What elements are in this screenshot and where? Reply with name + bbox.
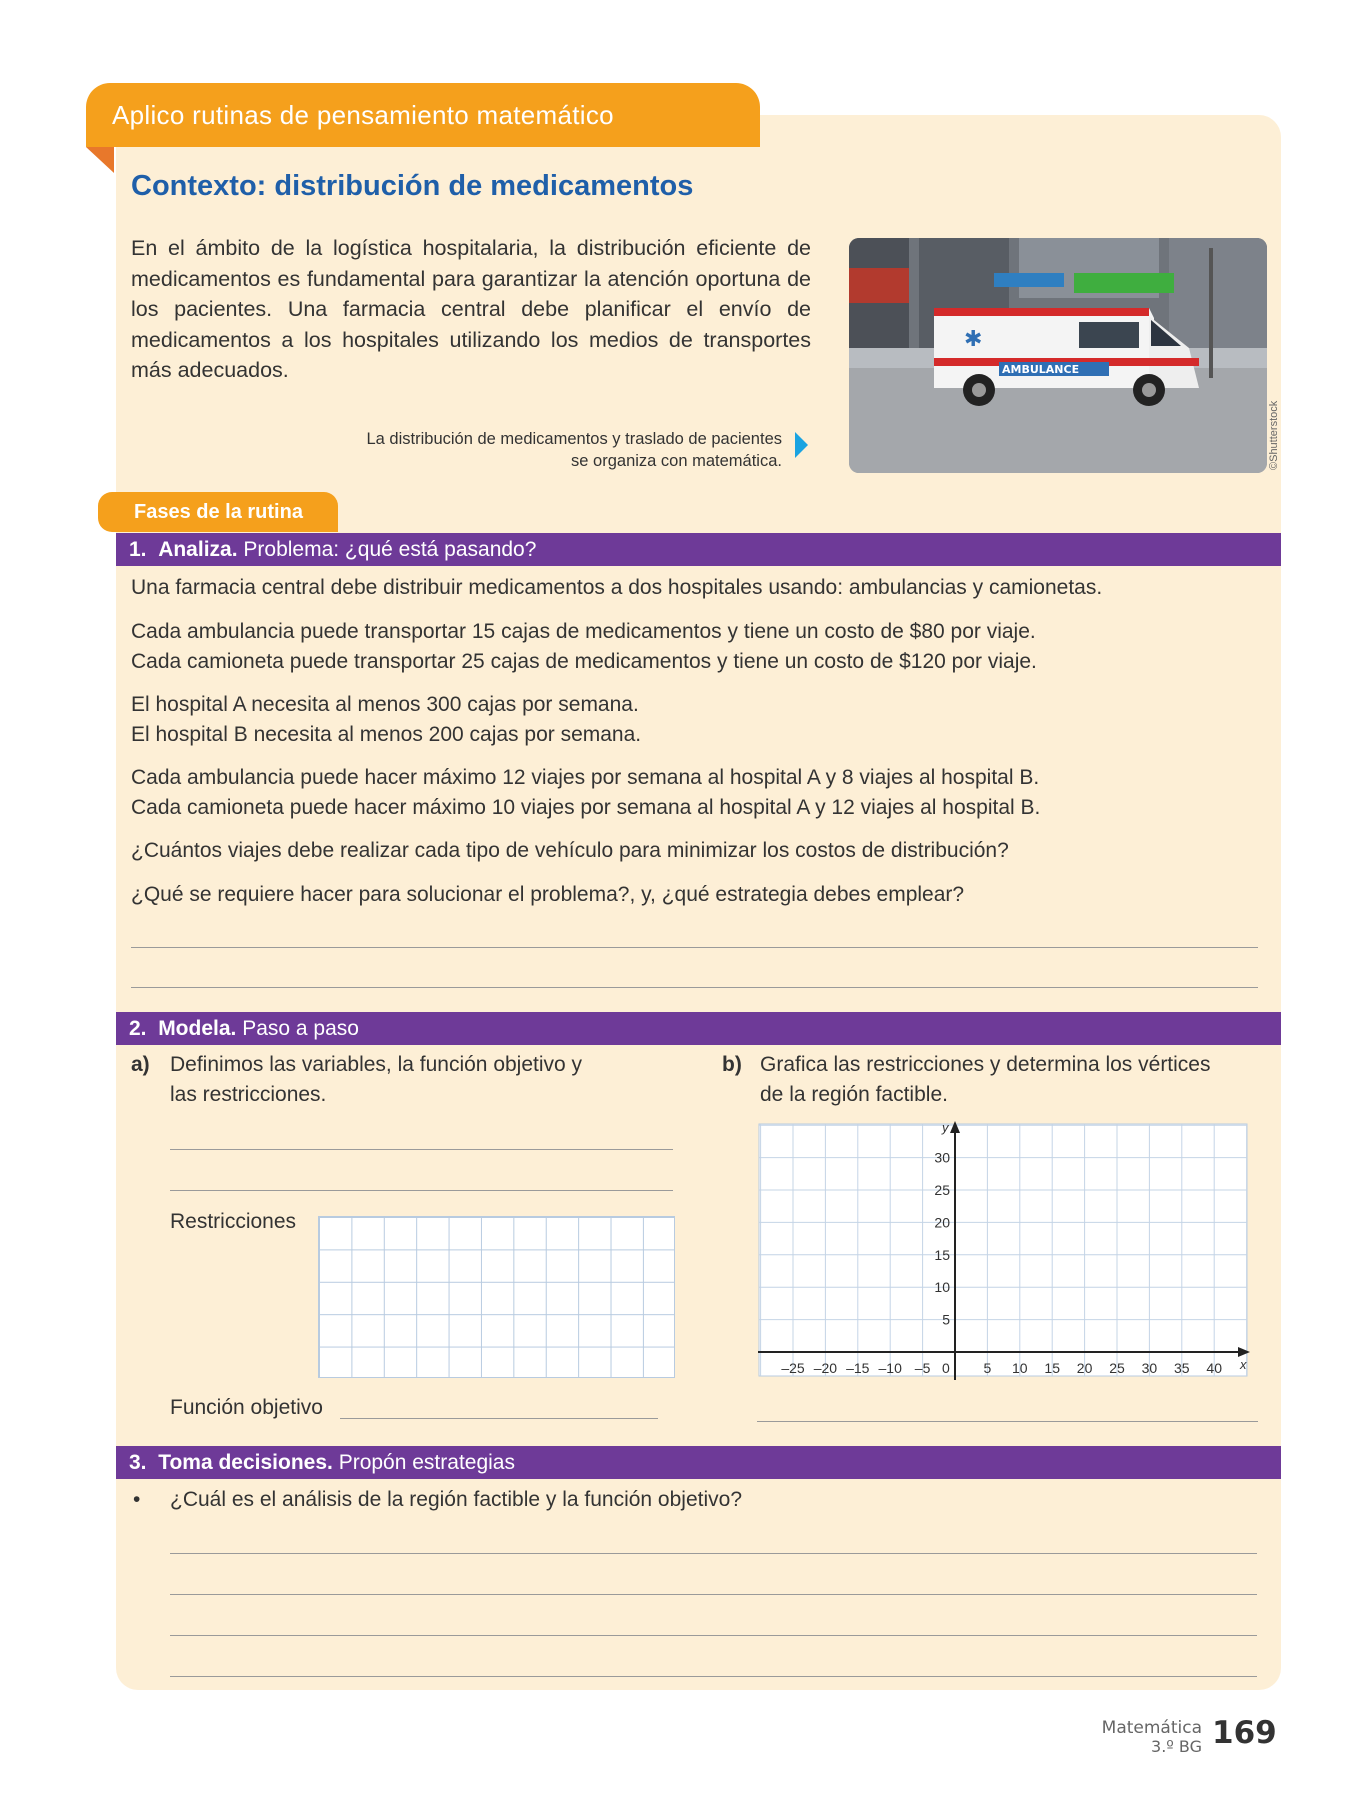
answer-line[interactable] [757, 1421, 1258, 1422]
x-tick-label: 10 [1012, 1360, 1028, 1376]
phase1-paragraph-1: Una farmacia central debe distribuir medicamentos a dos hospitales usando: ambulancias y camionetas. [131, 576, 1103, 599]
phase2-title-bold: Modela. [158, 1017, 237, 1040]
page-number: 169 [1212, 1715, 1277, 1751]
x-tick-label: 25 [1109, 1360, 1125, 1376]
phase1-paragraph-2b: Cada camioneta puede transportar 25 cajas de medicamentos y tiene un costo de $120 por viaje. [131, 650, 1037, 673]
x-tick-label: –15 [846, 1360, 870, 1376]
bullet-icon: • [133, 1488, 141, 1511]
phase3-title-rest: Propón estrategias [338, 1451, 515, 1474]
answer-line[interactable] [170, 1635, 1257, 1636]
answer-line[interactable] [170, 1676, 1257, 1677]
x-tick-label: –10 [878, 1360, 902, 1376]
item-b-line-2: de la región factible. [760, 1083, 948, 1106]
photo-caption [290, 428, 782, 472]
answer-line[interactable] [170, 1594, 1257, 1595]
svg-text:✱: ✱ [964, 327, 983, 352]
x-tick-label: 5 [983, 1360, 992, 1376]
restricciones-grid[interactable] [318, 1216, 675, 1378]
phase2-title-rest: Paso a paso [242, 1017, 359, 1040]
answer-line[interactable] [170, 1190, 673, 1191]
photo-credit: ©Shutterstock [1268, 400, 1280, 470]
restricciones-label: Restricciones [170, 1210, 297, 1233]
y-tick-label: 5 [942, 1311, 950, 1328]
answer-line[interactable] [170, 1149, 673, 1150]
item-a-line-2: las restricciones. [170, 1083, 327, 1106]
intro-paragraph: En el ámbito de la logística hospitalaria, la distribución eficiente de medicamentos es fundamental para garantizar la atención oportuna de los pacientes. Una farmacia central debe planificar el envío de medicamentos a los hospitales utilizando los medios de transportes más adecuados. [131, 236, 811, 382]
caption-line-1: La distribución de medicamentos y traslado de pacientes [366, 430, 782, 448]
phase1-paragraph-4b: Cada camioneta puede hacer máximo 10 viajes por semana al hospital A y 12 viajes al hospital B. [131, 796, 1041, 819]
x-tick-label: –25 [781, 1360, 805, 1376]
phase1-header [116, 533, 1281, 566]
x-tick-label: 0 [942, 1360, 950, 1376]
answer-line[interactable] [170, 1553, 1257, 1554]
footer-grade: 3.º BG [1151, 1737, 1202, 1756]
coordinate-grid[interactable] [758, 1118, 1252, 1380]
funcion-objetivo-label: Función objetivo [170, 1396, 323, 1419]
x-tick-label: 40 [1206, 1360, 1222, 1376]
phase1-question-2: ¿Qué se requiere hacer para solucionar el problema?, y, ¿qué estrategia debes emplear? [131, 883, 965, 906]
phase1-title-rest: Problema: ¿qué está pasando? [243, 538, 537, 561]
x-tick-label: 20 [1076, 1360, 1093, 1376]
y-axis-label: y [942, 1120, 949, 1135]
phase1-paragraph-3b: El hospital B necesita al menos 200 cajas por semana. [131, 723, 642, 746]
phase3-number: 3. [129, 1451, 147, 1474]
item-a-line-1: Definimos las variables, la función objetivo y [170, 1053, 583, 1076]
y-tick-label: 25 [934, 1182, 950, 1198]
caption-line-2: se organiza con matemática. [571, 452, 782, 470]
y-tick-label: 30 [934, 1149, 950, 1166]
x-axis-label: x [1240, 1357, 1247, 1372]
caption-arrow-icon [795, 432, 808, 458]
phase3-question: ¿Cuál es el análisis de la región factible y la función objetivo? [170, 1488, 742, 1511]
footer-subject: Matemática [1101, 1718, 1202, 1738]
phase2-number: 2. [129, 1017, 147, 1040]
phase1-question-1: ¿Cuántos viajes debe realizar cada tipo de vehículo para minimizar los costos de distribución? [131, 839, 1009, 862]
x-tick-label: 15 [1044, 1360, 1060, 1376]
x-tick-label: –20 [813, 1360, 838, 1376]
funcion-objetivo-answer-line[interactable] [340, 1418, 658, 1419]
phase2-header [116, 1012, 1281, 1045]
phase3-header [116, 1446, 1281, 1479]
y-tick-label: 10 [934, 1279, 950, 1296]
item-a-label: a) [131, 1053, 150, 1076]
phase1-paragraph-2a: Cada ambulancia puede transportar 15 cajas de medicamentos y tiene un costo de $80 por viaje. [131, 620, 1036, 643]
ambulance-illustration [849, 238, 1267, 473]
y-tick-label: 20 [934, 1214, 950, 1231]
x-tick-label: –5 [914, 1360, 931, 1376]
ambulance-photo [849, 238, 1267, 473]
x-tick-label: 35 [1174, 1360, 1190, 1376]
answer-line[interactable] [131, 987, 1258, 988]
item-b-label: b) [722, 1053, 742, 1076]
item-b-line-1: Grafica las restricciones y determina los vértices [760, 1053, 1211, 1076]
x-tick-label: 30 [1141, 1360, 1158, 1376]
answer-line[interactable] [131, 947, 1258, 948]
ambulance-text: AMBULANCE [1002, 363, 1080, 376]
context-title: Contexto: distribución de medicamentos [131, 170, 694, 202]
y-tick-label: 15 [934, 1246, 950, 1263]
fases-tab: Fases de la rutina [98, 492, 338, 532]
header-fold-decoration [86, 147, 114, 173]
phase3-title-bold: Toma decisiones. [158, 1451, 333, 1474]
phase1-title-bold: Analiza. [158, 538, 238, 561]
phase1-paragraph-3a: El hospital A necesita al menos 300 cajas por semana. [131, 693, 639, 716]
routine-title: Aplico rutinas de pensamiento matemático [86, 83, 760, 147]
phase1-paragraph-4a: Cada ambulancia puede hacer máximo 12 viajes por semana al hospital A y 8 viajes al hospital B. [131, 766, 1040, 789]
phase1-number: 1. [129, 538, 147, 561]
